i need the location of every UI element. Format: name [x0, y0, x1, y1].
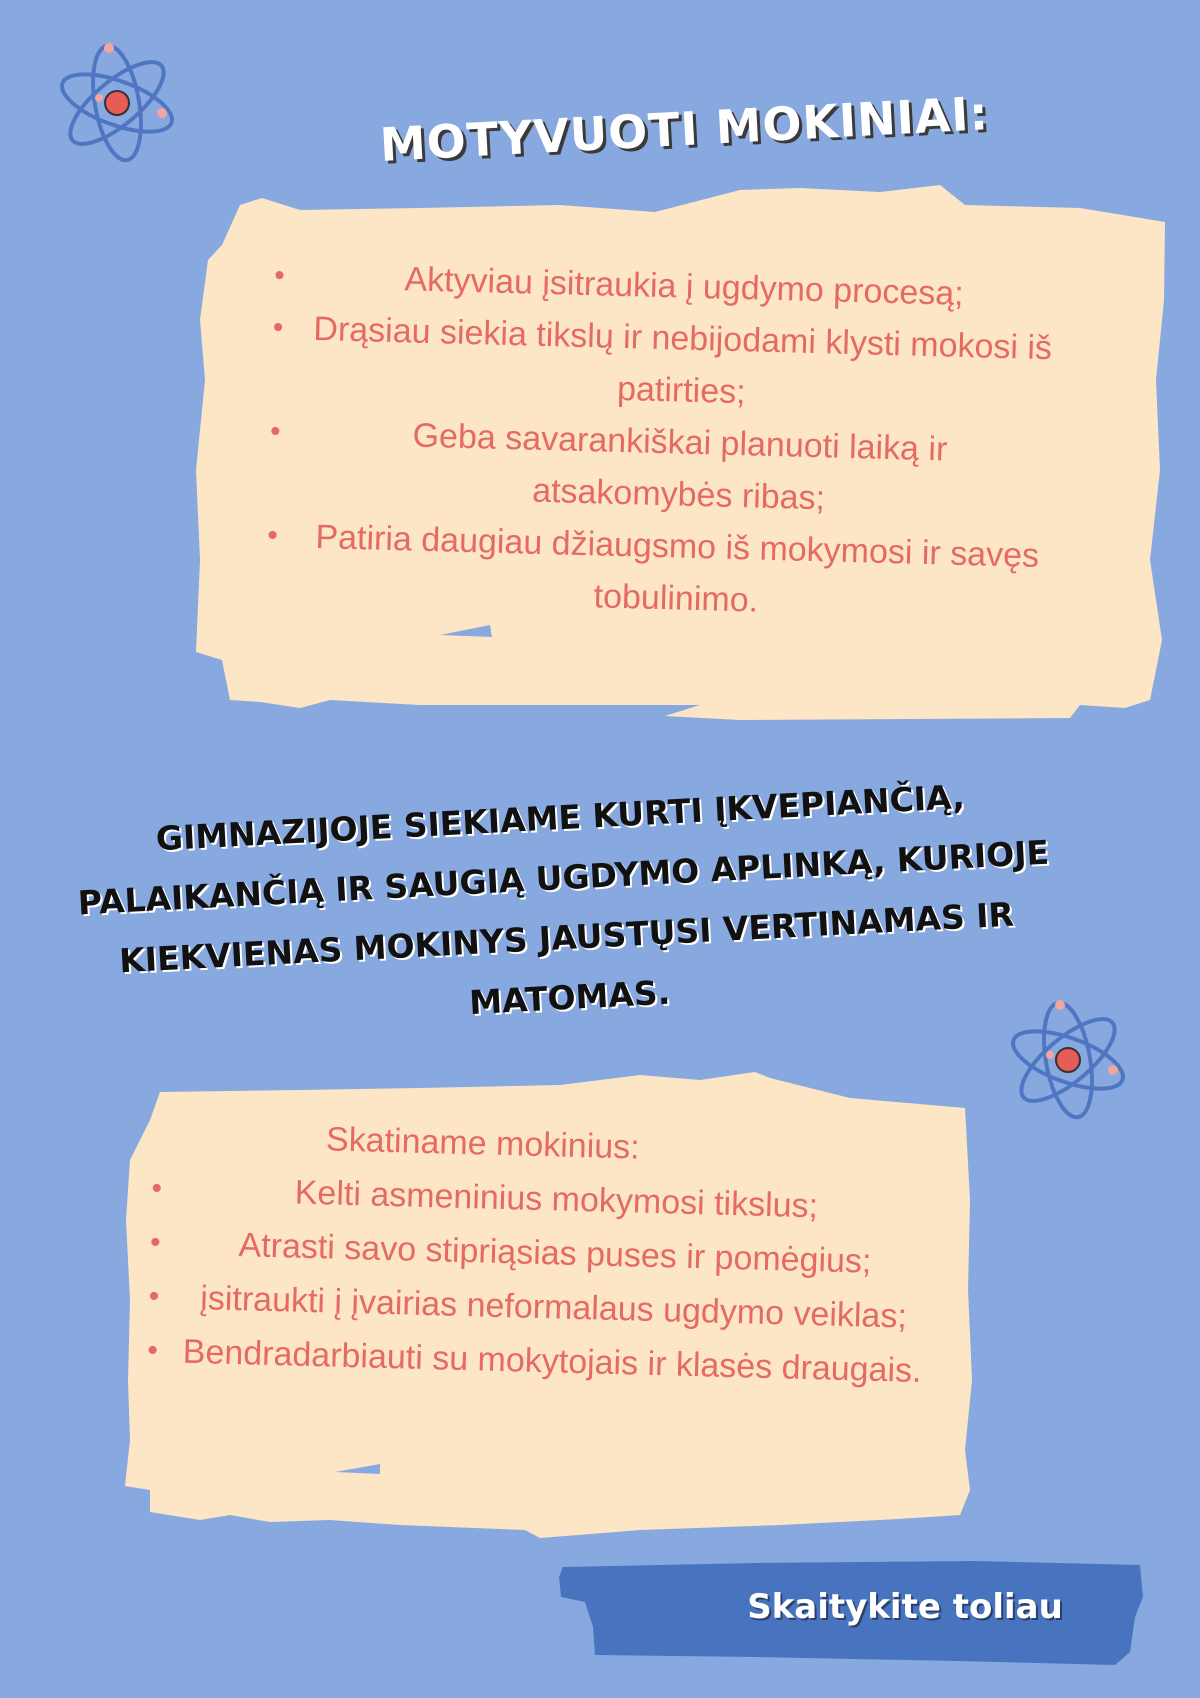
- list-item: • Drąsiau siekia tikslų ir nebijodami klysti mokosi iš patirties;: [271, 302, 1053, 426]
- bullet-icon: •: [151, 1171, 163, 1206]
- bullet-icon: •: [266, 518, 279, 553]
- list-item: • Bendradarbiauti su mokytojais ir klasės draugais.: [147, 1324, 928, 1398]
- list-item: • Aktyviau įsitraukia į ugdymo procesą;: [274, 250, 1055, 322]
- motivated-students-card: [265, 250, 1054, 634]
- bullet-icon: •: [273, 258, 286, 293]
- page-title: MOTYVUOTI MOKINIAI:: [378, 86, 991, 172]
- list-item: • Patiria daugiau džiaugsmo iš mokymosi ir savęs tobulinimo.: [265, 510, 1047, 634]
- atom-icon: [1003, 995, 1133, 1125]
- list-item: • Geba savarankiškai planuoti laiką ir atsakomybės ribas;: [268, 406, 1050, 530]
- encourage-list: [147, 1162, 932, 1398]
- bullet-icon: •: [148, 1279, 160, 1314]
- list-item: • įsitraukti į įvairias neformalaus ugdymo veiklas;: [148, 1270, 929, 1344]
- bullet-icon: •: [149, 1225, 162, 1260]
- bullet-icon: •: [269, 414, 282, 449]
- mission-statement: GIMNAZIJOJE SIEKIAME KURTI ĮKVEPIANČIĄ, PALAIKANČIĄ IR SAUGIĄ UGDYMO APLINKĄ, KURIOJE KIEKVIENAS MOKINYS JAUSTŲSI VERTINAMAS IR MATOMAS.: [76, 776, 1050, 1023]
- read-more-label: Skaitykite toliau: [747, 1587, 1063, 1627]
- bullet-icon: •: [272, 310, 284, 345]
- read-more-button[interactable]: [555, 1557, 1145, 1667]
- bullet-icon: •: [146, 1333, 159, 1368]
- encourage-card: [147, 1108, 934, 1398]
- atom-icon: [52, 38, 182, 168]
- motivated-list: [265, 250, 1054, 634]
- encourage-intro: Skatiname mokinius:: [325, 1120, 641, 1167]
- list-item: • Atrasti savo stipriąsias puses ir pomėgius;: [149, 1216, 930, 1290]
- list-item: • Kelti asmeninius mokymosi tikslus;: [151, 1162, 932, 1236]
